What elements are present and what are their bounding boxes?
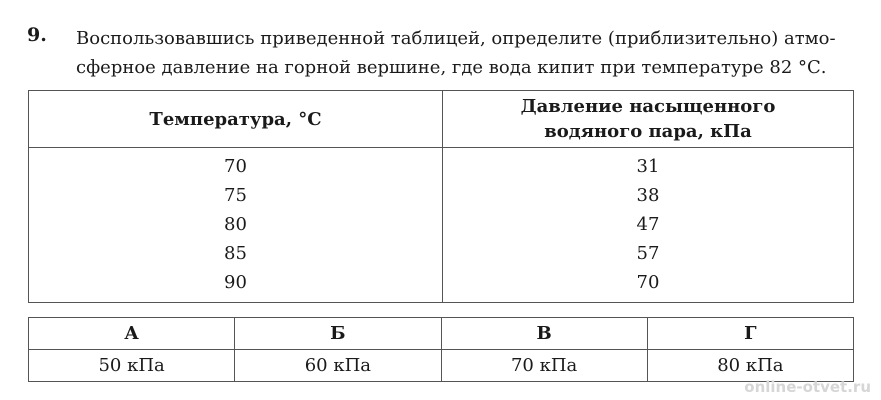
answer-letter[interactable]: Г (647, 318, 853, 350)
temperature-cell: 85 (29, 239, 443, 268)
answer-letters-row (29, 318, 854, 350)
temperature-cell: 75 (29, 181, 443, 210)
pressure-header (443, 91, 854, 148)
table-row (29, 181, 854, 210)
data-table-header-row (29, 91, 854, 148)
temperature-header: Температура, °С (29, 91, 443, 148)
temperature-cell: 80 (29, 210, 443, 239)
question-text (76, 24, 856, 82)
pressure-cell: 38 (636, 185, 660, 206)
temperature-cell: 70 (29, 148, 443, 182)
pressure-header-line-1: Давление насыщенного (520, 96, 776, 117)
answer-value[interactable]: 60 кПа (235, 350, 441, 382)
answer-letter[interactable]: А (29, 318, 235, 350)
pressure-header-line-2: водяного пара, кПа (544, 121, 752, 142)
table-row (29, 239, 854, 268)
table-row (29, 148, 854, 182)
data-table (28, 90, 854, 303)
table-row (29, 210, 854, 239)
table-row (29, 268, 854, 303)
answer-letter[interactable]: В (441, 318, 647, 350)
pressure-cell: 57 (636, 243, 660, 264)
answer-table (28, 317, 854, 382)
question-number: 9. (27, 24, 47, 46)
question-text-line-1: Воспользовавшись приведенной таблицей, определите (приблизительно) атмо- (76, 28, 836, 49)
watermark: online-otvet.ru (744, 378, 871, 396)
answer-value[interactable]: 70 кПа (441, 350, 647, 382)
temperature-cell: 90 (29, 268, 443, 303)
pressure-cell: 47 (636, 214, 660, 235)
answer-value[interactable]: 80 кПа (647, 350, 853, 382)
pressure-cell: 70 (636, 272, 660, 293)
answer-value[interactable]: 50 кПа (29, 350, 235, 382)
answer-values-row (29, 350, 854, 382)
pressure-cell: 31 (636, 156, 660, 177)
question-text-line-2: сферное давление на горной вершине, где вода кипит при температуре 82 °С. (76, 57, 827, 78)
answer-letter[interactable]: Б (235, 318, 441, 350)
